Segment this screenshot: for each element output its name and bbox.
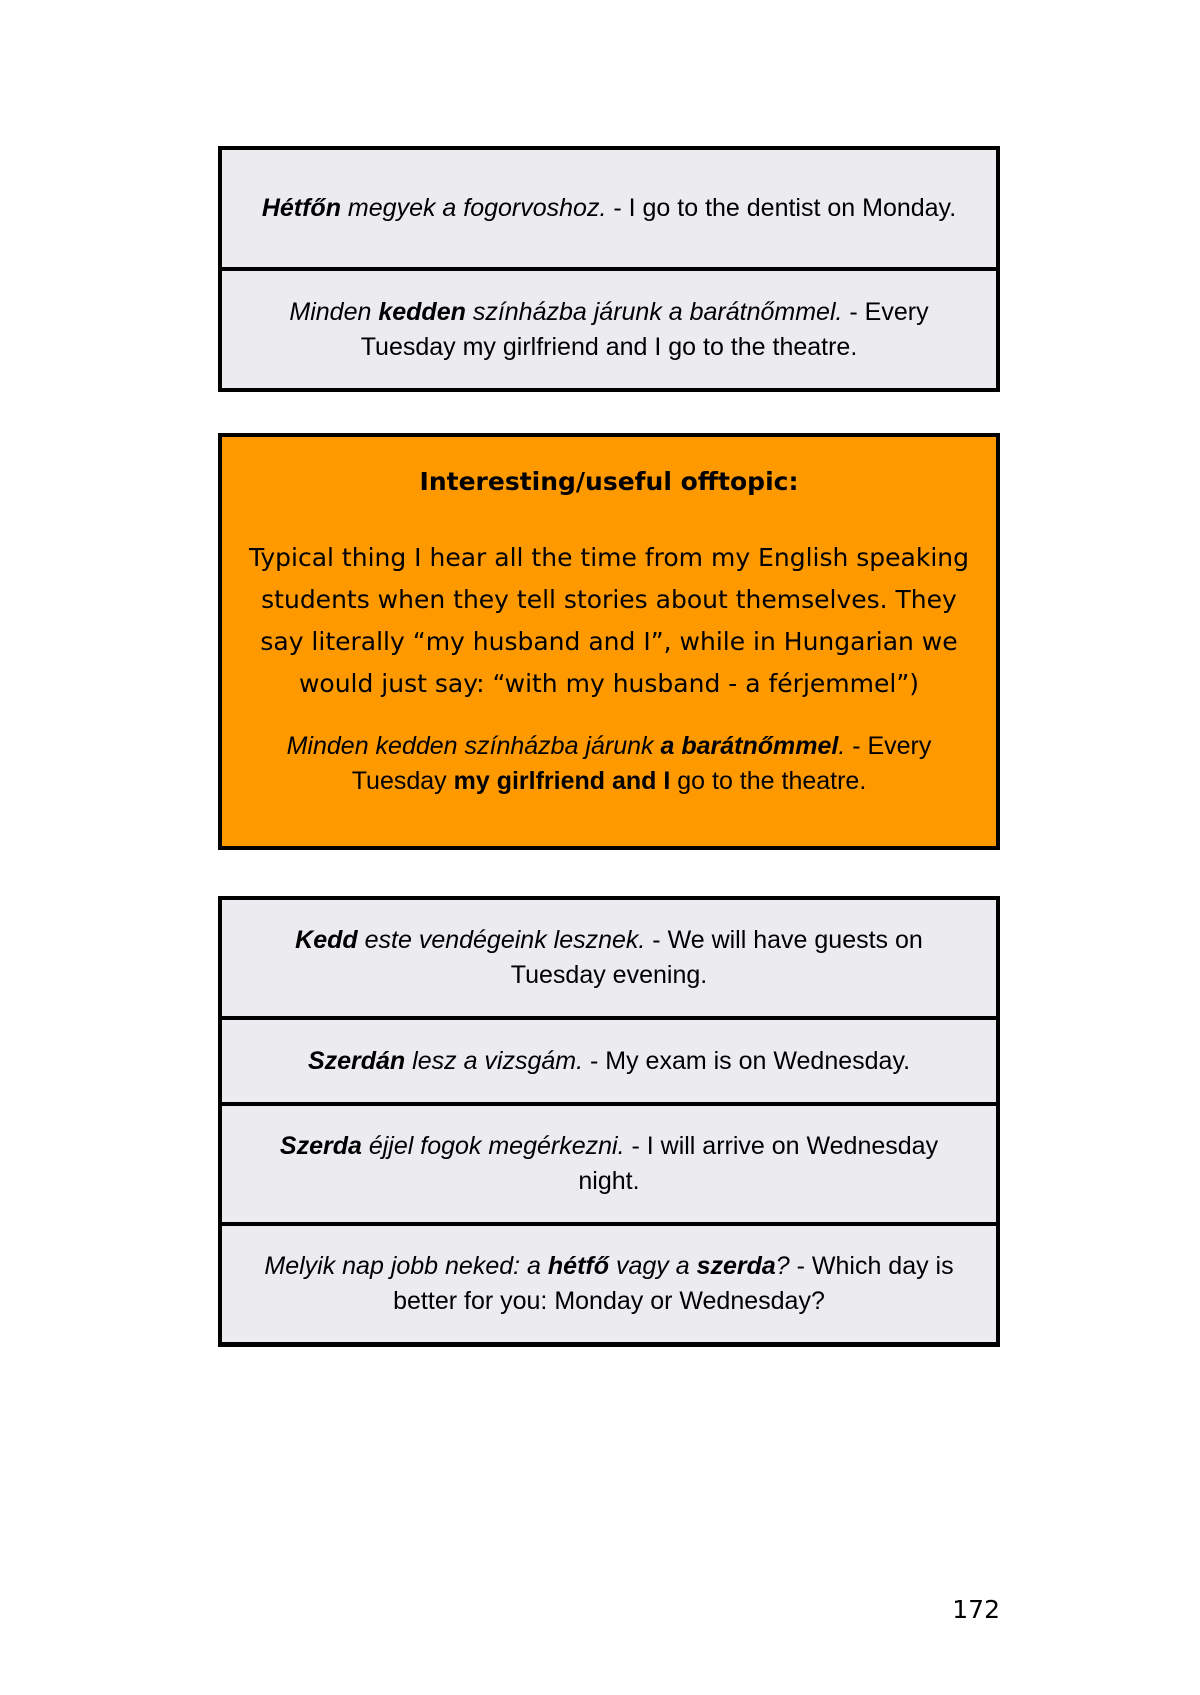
example-row	[222, 1102, 996, 1222]
hungarian-text: Minden kedden színházba járunk	[286, 732, 661, 760]
hungarian-text: megyek a fogorvoshoz.	[340, 194, 607, 222]
hungarian-text: színházba járunk a barátnőmmel.	[465, 297, 843, 326]
english-translation: - Every Tuesday	[351, 732, 932, 795]
example-sentence	[252, 295, 966, 365]
examples-table-1	[218, 146, 1000, 392]
hungarian-text: vagy a	[609, 1252, 697, 1280]
english-translation: - Which day is better for you: Monday or Wednesday?	[393, 1252, 954, 1315]
hungarian-text: .	[838, 732, 846, 760]
hungarian-text: éjjel fogok megérkezni.	[361, 1132, 625, 1160]
example-row	[222, 150, 996, 267]
keyword: Szerda	[279, 1132, 362, 1160]
keyword: a barátnőmmel	[660, 732, 839, 760]
hungarian-text: lesz a vizsgám.	[405, 1046, 584, 1075]
english-translation: - I go to the dentist on Monday.	[606, 194, 957, 222]
hungarian-text: este vendégeink lesznek.	[357, 926, 646, 954]
hungarian-text: Minden	[289, 297, 379, 326]
keyword: szerda	[696, 1252, 776, 1280]
offtopic-example	[242, 729, 976, 799]
example-row	[222, 1016, 996, 1102]
english-keyword: my girlfriend and I	[453, 767, 671, 795]
example-row	[222, 267, 996, 388]
english-translation: - Every Tuesday my girlfriend and I go to the theatre.	[360, 297, 929, 361]
keyword: Szerdán	[307, 1046, 406, 1075]
keyword: kedden	[378, 297, 466, 326]
page-number: 172	[952, 1595, 1000, 1624]
offtopic-title: Interesting/useful offtopic:	[419, 467, 799, 496]
keyword: Kedd	[295, 926, 358, 954]
example-sentence	[262, 191, 956, 226]
english-translation: - My exam is on Wednesday.	[583, 1046, 911, 1075]
keyword: Hétfőn	[261, 194, 341, 222]
examples-table-2	[218, 896, 1000, 1347]
english-translation: - I will arrive on Wednesday night.	[578, 1132, 939, 1195]
example-sentence	[252, 1129, 966, 1199]
example-sentence	[252, 923, 966, 993]
english-translation: - We will have guests on Tuesday evening.	[510, 926, 923, 989]
hungarian-text: ?	[775, 1252, 790, 1280]
offtopic-body: Typical thing I hear all the time from my English speaking students when they tell stories about themselves. They say literally “my husband and I”, while in Hungarian we would just say: “with my husband - a férjemmel”)	[248, 543, 970, 698]
example-row	[222, 1222, 996, 1342]
offtopic-box	[218, 433, 1000, 850]
example-sentence	[252, 1249, 966, 1319]
english-translation: go to the theatre.	[670, 767, 867, 795]
example-row	[222, 900, 996, 1016]
hungarian-text: Melyik nap jobb neked: a	[264, 1252, 548, 1280]
keyword: hétfő	[547, 1252, 609, 1280]
example-sentence	[308, 1044, 910, 1079]
